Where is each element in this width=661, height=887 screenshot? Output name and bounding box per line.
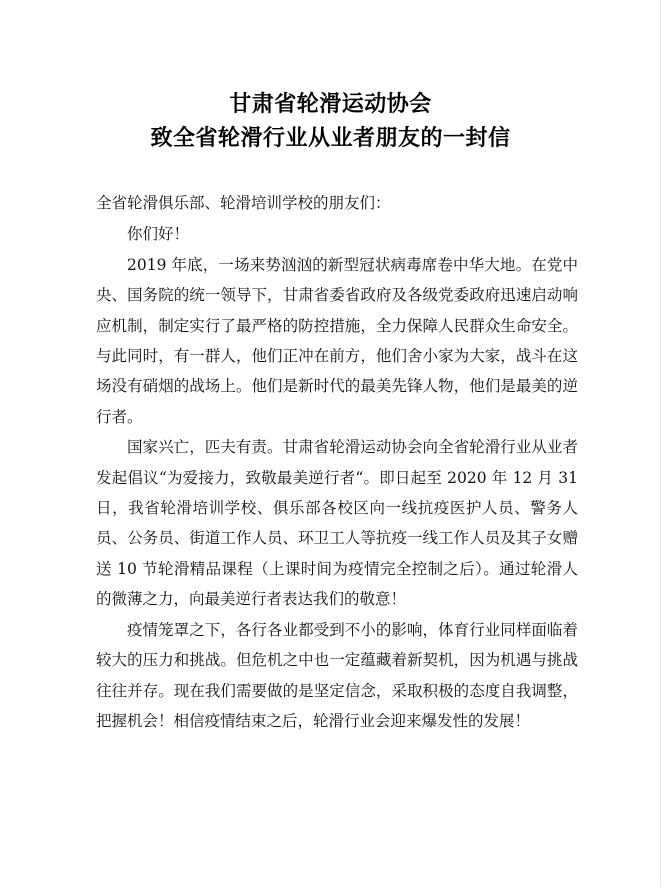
salutation: 全省轮滑俱乐部、轮滑培训学校的朋友们： (96, 194, 391, 212)
letter-title-line-1: 甘肃省轮滑运动协会 (229, 91, 432, 117)
paragraph-initiative: 国家兴亡，匹夫有责。甘肃省轮滑运动协会向全省轮滑行业从业者发起倡议“为爱接力，致敬最美逆行者“。即日起至 2020 年 12 月 31 日，我省轮滑培训学校、俱乐部各校区向一线抗疫医护人员、警务人员、公务员、街道工作人员、环卫工人等抗疫一线工作人员及其子女赠送 10 节轮滑精品课程（上课时间为疫情完全控制之后）。通过轮滑人的微薄之力，向最美逆行者表达我们的敬意！ (96, 438, 578, 609)
paragraph-outlook: 疫情笼罩之下，各行各业都受到不小的影响，体育行业同样面临着较大的压力和挑战。但危机之中也一定蕴藏着新契机，因为机遇与挑战往往并存。现在我们需要做的是坚定信念，采取积极的态度自我调整，把握机会！相信疫情结束之后，轮滑行业会迎来爆发性的发展！ (96, 620, 578, 730)
letter-title-line-2: 致全省轮滑行业从业者朋友的一封信 (150, 125, 511, 151)
paragraph-outbreak: 2019 年底，一场来势汹汹的新型冠状病毒席卷中华大地。在党中央、国务院的统一领导下，甘肃省委省政府及各级党委政府迅速启动响应机制，制定实行了最严格的防控措施，全力保障人民群众生命安全。与此同时，有一群人，他们正冲在前方，他们舍小家为大家，战斗在这场没有硝烟的战场上。他们是新时代的最美先锋人物，他们是最美的逆行者。 (96, 255, 578, 426)
greeting: 你们好！ (127, 225, 190, 244)
letter-body (96, 188, 578, 736)
